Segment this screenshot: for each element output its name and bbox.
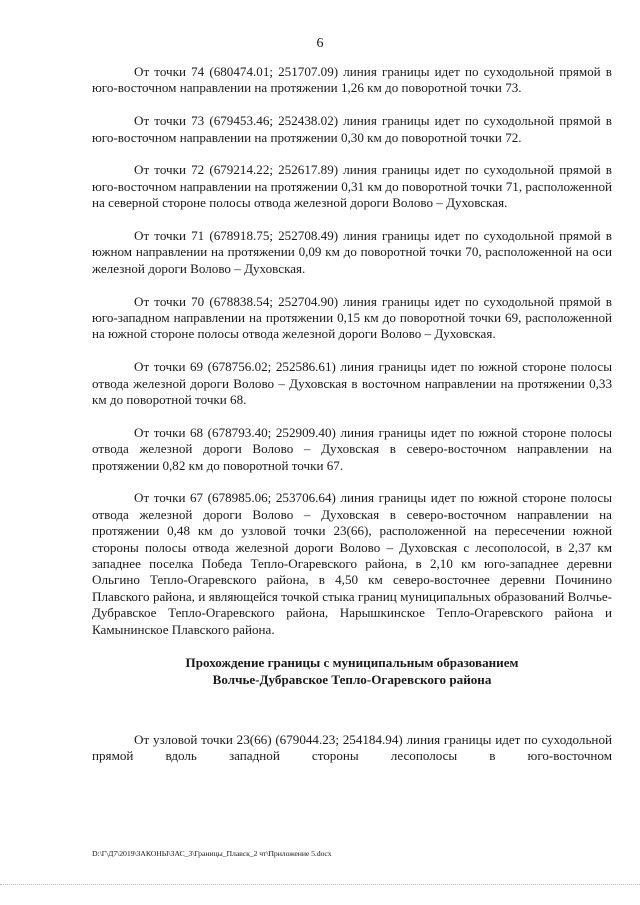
paragraph-point-68: От точки 68 (678793.40; 252909.40) линия границы идет по южной стороне полосы отвода железной дороги Волово – Духовская в северо-восточном направлении на протяжении 0,82 км до поворотной точки 67.: [92, 424, 612, 473]
paragraph-point-74: От точки 74 (680474.01; 251707.09) линия границы идет по суходольной прямой в юго-восточном направлении на протяжении 1,26 км до поворотной точки 73.: [92, 64, 612, 96]
paragraph-point-71: От точки 71 (678918.75; 252708.49) линия границы идет по суходольной прямой в южном направлении на протяжении 0,09 км до поворотной точки 70, расположенной на оси железной дороги Волово – Духовская.: [92, 228, 612, 276]
paragraph-point-70: От точки 70 (678838.54; 252704.90) линия границы идет по суходольной прямой в юго-западном направлении на протяжении 0,15 км до поворотной точки 69, расположенной на южной стороне полосы отвода железной дороги Волово – Духовская.: [92, 293, 612, 342]
page-number: 6: [316, 36, 324, 51]
paragraph-point-67: От точки 67 (678985.06; 253706.64) линия границы идет по южной стороне полосы отвода железной дороги Волово – Духовская в северо-восточном направлении на протяжении 0,48 км до узловой точки 23(66), расположенной на пересечении южной стороны полосы отвода железной дороги Волово – Духовская с лесополосой, в 2,37 км западнее поселка Победа Тепло-Огаревского района, в 2,10 км юго-западнее деревни Ольгино Тепло-Огаревского района, в 4,50 км северо-восточнее деревни Починино Плавского района, и являющейся точкой стыка границ муниципальных образований Волчье-Дубравское Тепло-Огаревского района, Нарышкинское Тепло-Огаревского района и Камынинское Плавского района.: [92, 490, 612, 637]
section-heading-line-2: Волчье-Дубравское Тепло-Огаревского района: [212, 671, 492, 687]
footer-file-path: D:\Г\Д7\2019\ЗАКОНЫ\ЗАС_3\Границы_Плавск_2 чт\Приложение 5.docx: [92, 849, 332, 858]
paragraph-point-69: От точки 69 (678756.02; 252586.61) линия границы идет по южной стороне полосы отвода железной дороги Волово – Духовская в восточном направлении на протяжении 0,33 км до поворотной точки 68.: [92, 359, 612, 408]
footer-divider: [0, 884, 640, 887]
section-heading: [92, 655, 612, 688]
paragraph-point-72: От точки 72 (679214.22; 252617.89) линия границы идет по суходольной прямой в юго-восточном направлении на протяжении 0,31 км до поворотной точки 71, расположенной на северной стороне полосы отвода железной дороги Волово – Духовская.: [92, 162, 612, 211]
document-body: [92, 64, 612, 781]
section-heading-line-1: Прохождение границы с муниципальным образованием: [185, 655, 519, 671]
paragraph-point-73: От точки 73 (679453.46; 252438.02) линия границы идет по суходольной прямой в юго-восточном направлении на протяжении 0,30 км до поворотной точки 72.: [92, 113, 612, 145]
paragraph-node-23-66: От узловой точки 23(66) (679044.23; 254184.94) линия границы идет по суходольной прямой вдоль западной стороны лесополосы в юго-восточном: [92, 731, 612, 764]
